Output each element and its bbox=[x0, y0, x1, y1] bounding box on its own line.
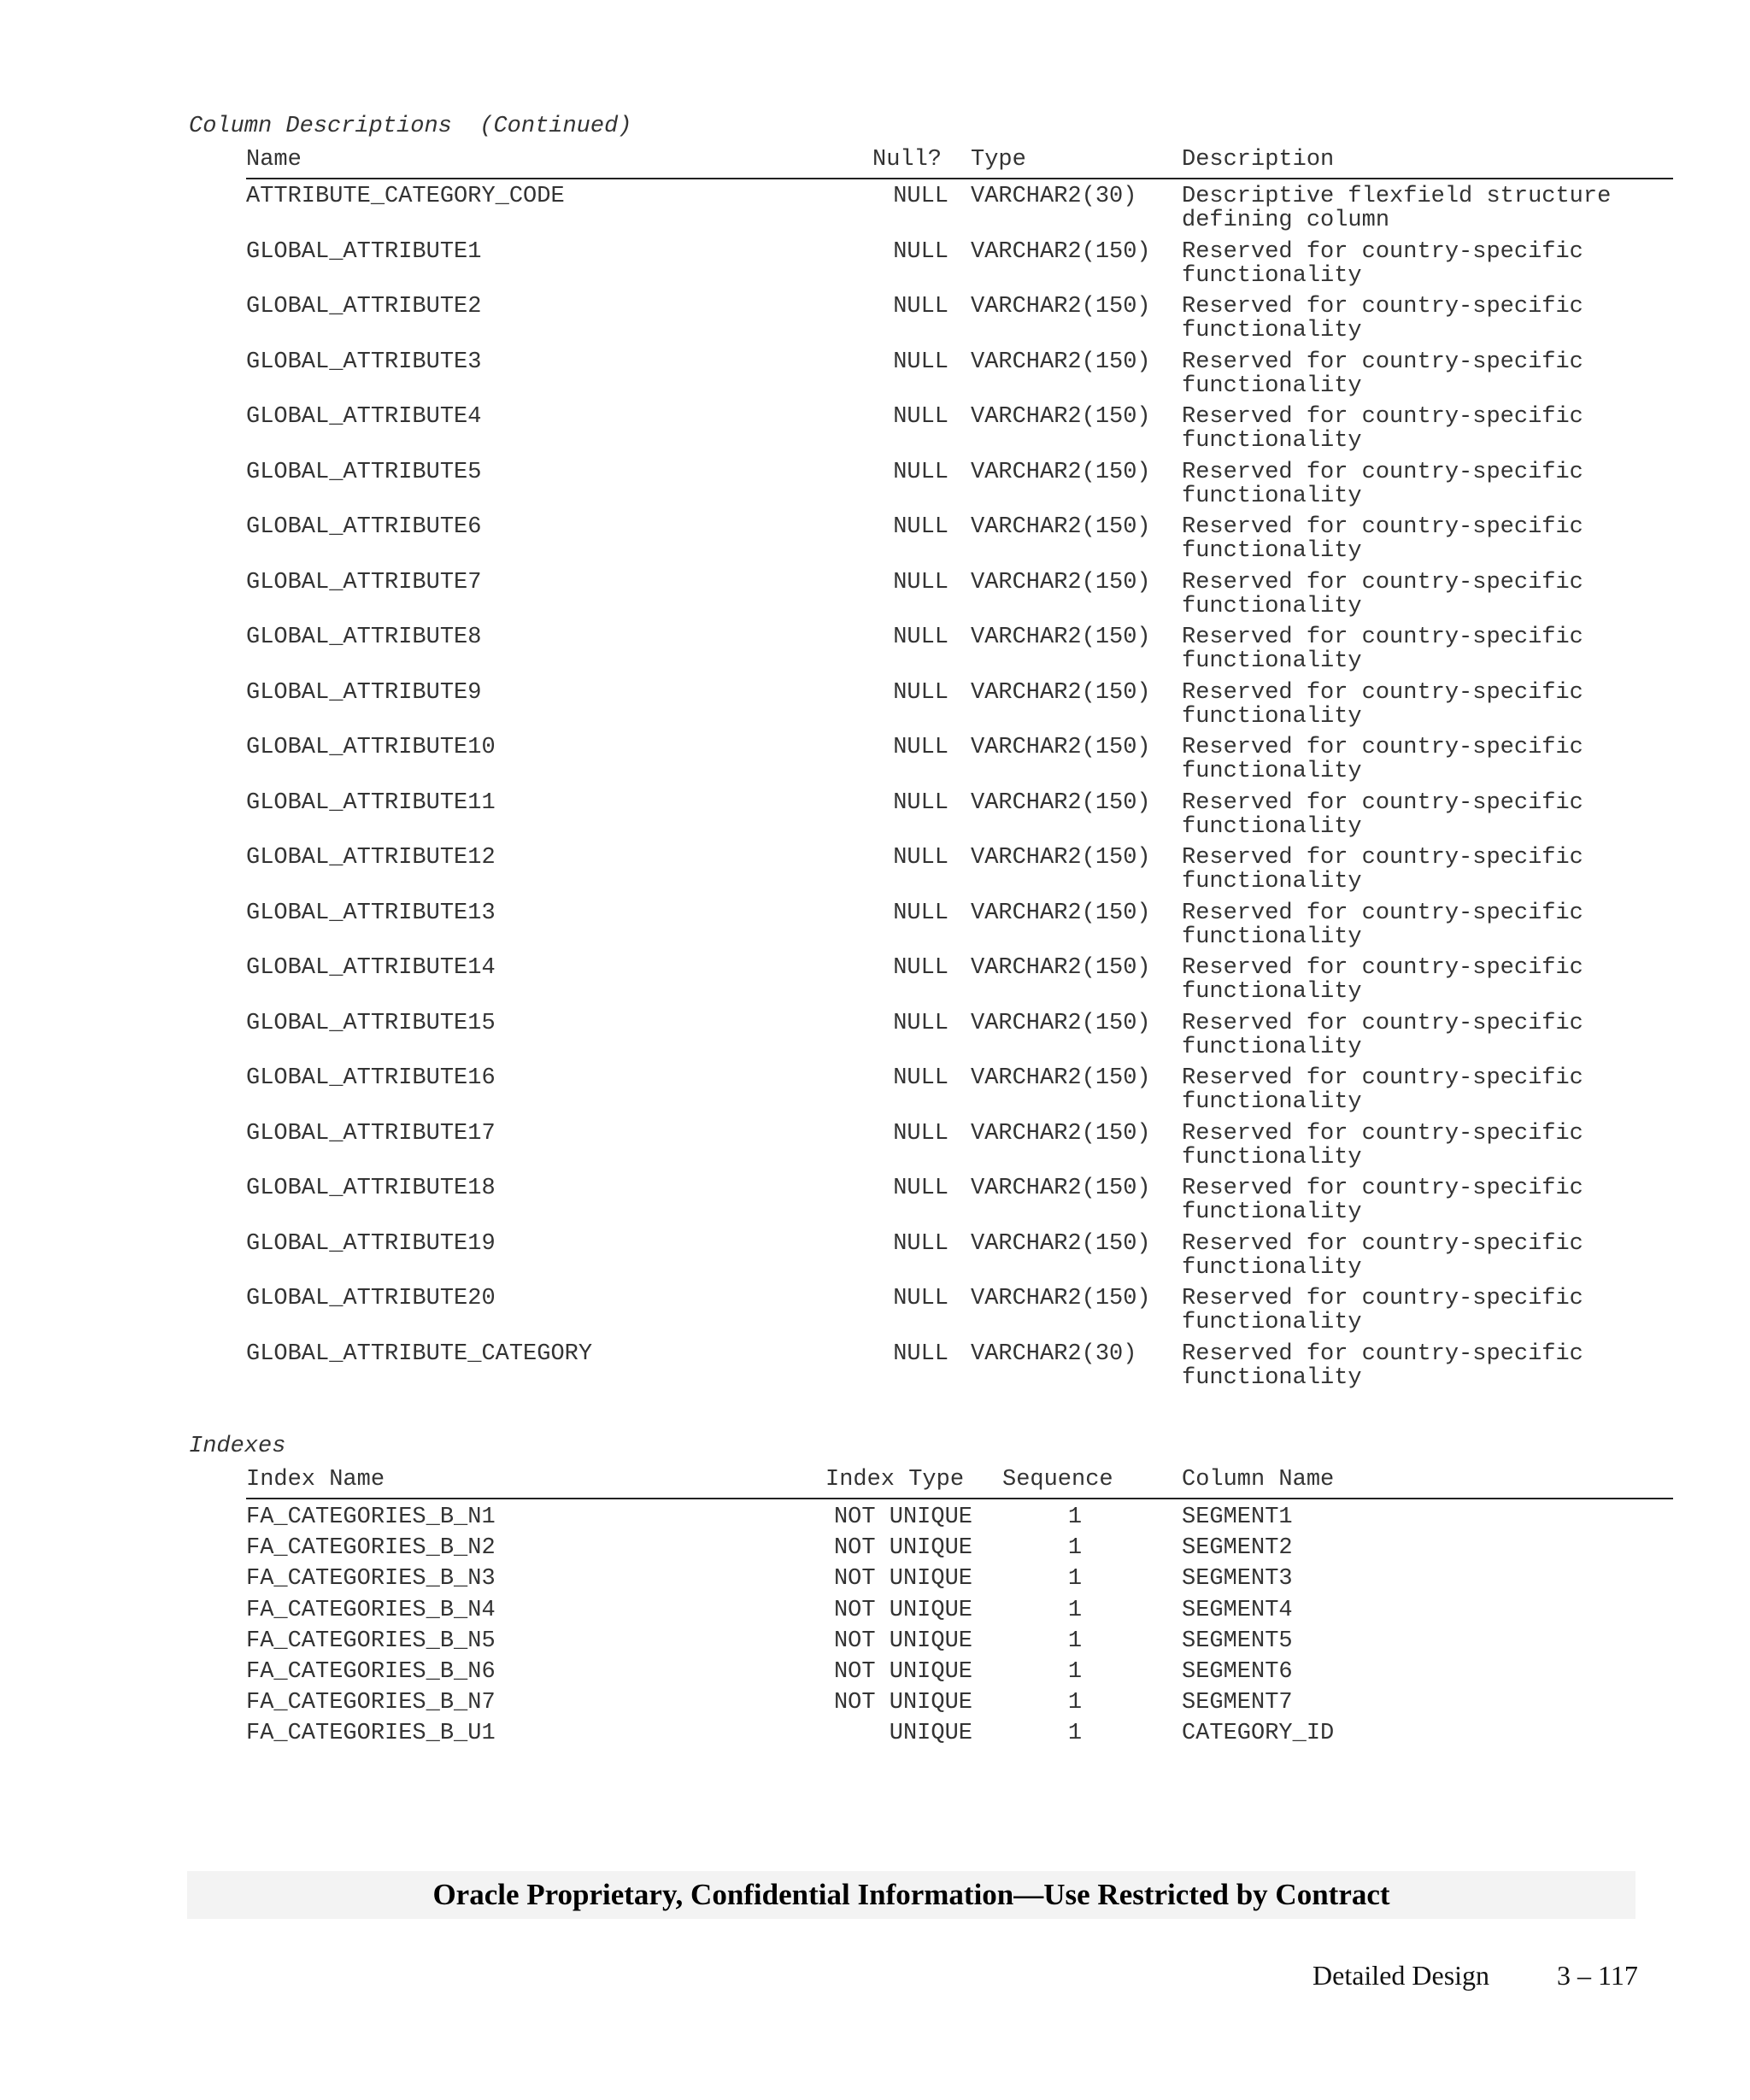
index-row bbox=[246, 1629, 1673, 1660]
header-null: Null? bbox=[872, 147, 943, 173]
header-index-type: Index Type bbox=[825, 1467, 965, 1493]
column-name-cell: GLOBAL_ATTRIBUTE20 bbox=[246, 1286, 496, 1311]
column-name-cell: GLOBAL_ATTRIBUTE12 bbox=[246, 845, 496, 871]
type-cell: VARCHAR2(150) bbox=[971, 569, 1151, 595]
index-name-cell: FA_CATEGORIES_B_N6 bbox=[246, 1658, 496, 1685]
null-cell: NULL bbox=[893, 955, 948, 981]
index-table-header bbox=[246, 1465, 1673, 1499]
type-cell: VARCHAR2(150) bbox=[971, 900, 1151, 926]
index-type-cell: NOT UNIQUE bbox=[833, 1535, 972, 1562]
type-cell: VARCHAR2(150) bbox=[971, 1065, 1151, 1091]
header-sequence: Sequence bbox=[1002, 1467, 1113, 1493]
type-cell: VARCHAR2(150) bbox=[971, 679, 1151, 706]
column-name-cell: GLOBAL_ATTRIBUTE5 bbox=[246, 459, 482, 485]
sequence-cell: 1 bbox=[1067, 1658, 1083, 1685]
footer-page-number: 3 – 117 bbox=[1557, 1960, 1638, 1991]
column-name-cell: GLOBAL_ATTRIBUTE4 bbox=[246, 404, 482, 430]
sequence-cell: 1 bbox=[1067, 1566, 1083, 1593]
index-column-cell: SEGMENT2 bbox=[1182, 1535, 1293, 1562]
null-cell: NULL bbox=[893, 1176, 948, 1201]
type-cell: VARCHAR2(150) bbox=[971, 735, 1151, 760]
description-cell: Reserved for country-specific functionality bbox=[1182, 404, 1583, 454]
column-name-cell: ATTRIBUTE_CATEGORY_CODE bbox=[246, 184, 565, 209]
type-cell: VARCHAR2(150) bbox=[971, 845, 1151, 871]
column-row bbox=[246, 460, 1673, 516]
type-cell: VARCHAR2(150) bbox=[971, 1230, 1151, 1257]
index-name-cell: FA_CATEGORIES_B_N1 bbox=[246, 1505, 496, 1530]
column-name-cell: GLOBAL_ATTRIBUTE15 bbox=[246, 1010, 496, 1036]
column-row bbox=[246, 1232, 1673, 1288]
column-name-cell: GLOBAL_ATTRIBUTE13 bbox=[246, 900, 496, 926]
index-row bbox=[246, 1505, 1673, 1536]
index-type-cell: NOT UNIQUE bbox=[833, 1628, 972, 1654]
column-row bbox=[246, 1342, 1673, 1398]
type-cell: VARCHAR2(150) bbox=[971, 514, 1151, 540]
index-row bbox=[246, 1660, 1673, 1691]
column-row bbox=[246, 1122, 1673, 1177]
column-row bbox=[246, 791, 1673, 847]
null-cell: NULL bbox=[893, 679, 948, 706]
null-cell: NULL bbox=[893, 1286, 948, 1311]
index-type-cell: NOT UNIQUE bbox=[833, 1658, 972, 1685]
null-cell: NULL bbox=[893, 1120, 948, 1147]
description-cell: Reserved for country-specific functionality bbox=[1182, 955, 1583, 1005]
column-name-cell: GLOBAL_ATTRIBUTE18 bbox=[246, 1176, 496, 1201]
sequence-cell: 1 bbox=[1067, 1597, 1083, 1623]
column-name-cell: GLOBAL_ATTRIBUTE3 bbox=[246, 349, 482, 375]
description-cell: Reserved for country-specific functionality bbox=[1182, 789, 1583, 840]
null-cell: NULL bbox=[893, 900, 948, 926]
column-row bbox=[246, 681, 1673, 736]
description-cell: Reserved for country-specific functionality bbox=[1182, 845, 1583, 895]
description-cell: Reserved for country-specific functionality bbox=[1182, 459, 1583, 509]
column-row bbox=[246, 515, 1673, 571]
column-name-cell: GLOBAL_ATTRIBUTE7 bbox=[246, 569, 482, 595]
index-column-cell: SEGMENT4 bbox=[1182, 1597, 1293, 1623]
column-name-cell: GLOBAL_ATTRIBUTE19 bbox=[246, 1230, 496, 1257]
column-row bbox=[246, 240, 1673, 296]
description-cell: Reserved for country-specific functionality bbox=[1182, 1176, 1583, 1225]
description-cell: Reserved for country-specific functionality bbox=[1182, 349, 1583, 399]
sequence-cell: 1 bbox=[1067, 1535, 1083, 1562]
index-name-cell: FA_CATEGORIES_B_N4 bbox=[246, 1597, 496, 1623]
index-name-cell: FA_CATEGORIES_B_N2 bbox=[246, 1535, 496, 1562]
description-cell: Reserved for country-specific functionality bbox=[1182, 1230, 1583, 1281]
column-row bbox=[246, 1066, 1673, 1122]
description-cell: Reserved for country-specific functionality bbox=[1182, 625, 1583, 674]
column-descriptions-table bbox=[246, 185, 1673, 1397]
column-row bbox=[246, 1012, 1673, 1067]
description-cell: Reserved for country-specific functionality bbox=[1182, 735, 1583, 784]
index-column-cell: SEGMENT3 bbox=[1182, 1566, 1293, 1593]
index-column-cell: SEGMENT7 bbox=[1182, 1690, 1293, 1716]
column-name-cell: GLOBAL_ATTRIBUTE1 bbox=[246, 238, 482, 265]
description-cell: Reserved for country-specific functionality bbox=[1182, 1010, 1583, 1060]
type-cell: VARCHAR2(150) bbox=[971, 349, 1151, 375]
header-type: Type bbox=[971, 147, 1026, 173]
description-cell: Reserved for country-specific functionality bbox=[1182, 1286, 1583, 1335]
type-cell: VARCHAR2(150) bbox=[971, 955, 1151, 981]
header-index-name: Index Name bbox=[246, 1467, 385, 1493]
type-cell: VARCHAR2(150) bbox=[971, 404, 1151, 430]
column-name-cell: GLOBAL_ATTRIBUTE2 bbox=[246, 294, 482, 320]
header-description: Description bbox=[1182, 147, 1335, 173]
description-cell: Reserved for country-specific functionality bbox=[1182, 569, 1583, 619]
index-row bbox=[246, 1598, 1673, 1629]
column-row bbox=[246, 185, 1673, 240]
description-cell: Reserved for country-specific functionality bbox=[1182, 514, 1583, 564]
null-cell: NULL bbox=[893, 625, 948, 650]
sequence-cell: 1 bbox=[1067, 1505, 1083, 1530]
null-cell: NULL bbox=[893, 238, 948, 265]
indexes-heading: Indexes bbox=[189, 1434, 286, 1459]
null-cell: NULL bbox=[893, 1010, 948, 1036]
null-cell: NULL bbox=[893, 735, 948, 760]
null-cell: NULL bbox=[893, 514, 948, 540]
index-type-cell: NOT UNIQUE bbox=[833, 1505, 972, 1530]
column-name-cell: GLOBAL_ATTRIBUTE10 bbox=[246, 735, 496, 760]
sequence-cell: 1 bbox=[1067, 1628, 1083, 1654]
index-name-cell: FA_CATEGORIES_B_N5 bbox=[246, 1628, 496, 1654]
null-cell: NULL bbox=[893, 569, 948, 595]
null-cell: NULL bbox=[893, 789, 948, 816]
index-type-cell: NOT UNIQUE bbox=[833, 1566, 972, 1593]
index-type-cell: UNIQUE bbox=[889, 1721, 972, 1747]
column-name-cell: GLOBAL_ATTRIBUTE8 bbox=[246, 625, 482, 650]
description-cell: Reserved for country-specific functionality bbox=[1182, 679, 1583, 730]
column-row bbox=[246, 405, 1673, 460]
confidential-banner: Oracle Proprietary, Confidential Information––Use Restricted by Contract bbox=[187, 1871, 1635, 1919]
description-cell: Reserved for country-specific functionality bbox=[1182, 1120, 1583, 1170]
null-cell: NULL bbox=[893, 459, 948, 485]
column-descriptions-heading: Column Descriptions (Continued) bbox=[189, 114, 632, 139]
type-cell: VARCHAR2(30) bbox=[971, 184, 1137, 209]
type-cell: VARCHAR2(150) bbox=[971, 1120, 1151, 1147]
index-column-cell: SEGMENT1 bbox=[1182, 1505, 1293, 1530]
column-row bbox=[246, 571, 1673, 626]
type-cell: VARCHAR2(150) bbox=[971, 789, 1151, 816]
index-name-cell: FA_CATEGORIES_B_N3 bbox=[246, 1566, 496, 1593]
type-cell: VARCHAR2(150) bbox=[971, 1176, 1151, 1201]
type-cell: VARCHAR2(150) bbox=[971, 459, 1151, 485]
header-name: Name bbox=[246, 147, 302, 173]
type-cell: VARCHAR2(150) bbox=[971, 625, 1151, 650]
index-row bbox=[246, 1722, 1673, 1752]
column-row bbox=[246, 956, 1673, 1012]
column-table-header bbox=[246, 145, 1673, 179]
column-row bbox=[246, 736, 1673, 791]
index-column-cell: SEGMENT5 bbox=[1182, 1628, 1293, 1654]
column-row bbox=[246, 350, 1673, 406]
type-cell: VARCHAR2(150) bbox=[971, 1286, 1151, 1311]
column-name-cell: GLOBAL_ATTRIBUTE14 bbox=[246, 955, 496, 981]
index-type-cell: NOT UNIQUE bbox=[833, 1690, 972, 1716]
description-cell: Descriptive flexfield structure defining column bbox=[1182, 184, 1612, 233]
type-cell: VARCHAR2(150) bbox=[971, 1010, 1151, 1036]
index-name-cell: FA_CATEGORIES_B_U1 bbox=[246, 1721, 496, 1747]
description-cell: Reserved for country-specific functionality bbox=[1182, 1340, 1583, 1391]
column-row bbox=[246, 901, 1673, 957]
column-row bbox=[246, 625, 1673, 681]
null-cell: NULL bbox=[893, 1230, 948, 1257]
null-cell: NULL bbox=[893, 349, 948, 375]
null-cell: NULL bbox=[893, 294, 948, 320]
description-cell: Reserved for country-specific functionality bbox=[1182, 900, 1583, 950]
column-name-cell: GLOBAL_ATTRIBUTE9 bbox=[246, 679, 482, 706]
index-name-cell: FA_CATEGORIES_B_N7 bbox=[246, 1690, 496, 1716]
column-name-cell: GLOBAL_ATTRIBUTE_CATEGORY bbox=[246, 1340, 593, 1367]
column-row bbox=[246, 846, 1673, 901]
description-cell: Reserved for country-specific functionality bbox=[1182, 238, 1583, 289]
indexes-table bbox=[246, 1505, 1673, 1753]
column-name-cell: GLOBAL_ATTRIBUTE11 bbox=[246, 789, 496, 816]
index-row bbox=[246, 1536, 1673, 1567]
null-cell: NULL bbox=[893, 1065, 948, 1091]
column-row bbox=[246, 1287, 1673, 1342]
footer-section-title: Detailed Design bbox=[1312, 1960, 1490, 1991]
header-column-name: Column Name bbox=[1182, 1467, 1335, 1493]
type-cell: VARCHAR2(30) bbox=[971, 1340, 1137, 1367]
null-cell: NULL bbox=[893, 1340, 948, 1367]
index-type-cell: NOT UNIQUE bbox=[833, 1597, 972, 1623]
column-name-cell: GLOBAL_ATTRIBUTE6 bbox=[246, 514, 482, 540]
type-cell: VARCHAR2(150) bbox=[971, 238, 1151, 265]
column-name-cell: GLOBAL_ATTRIBUTE17 bbox=[246, 1120, 496, 1147]
column-name-cell: GLOBAL_ATTRIBUTE16 bbox=[246, 1065, 496, 1091]
column-row bbox=[246, 1176, 1673, 1232]
index-column-cell: SEGMENT6 bbox=[1182, 1658, 1293, 1685]
column-row bbox=[246, 295, 1673, 350]
index-column-cell: CATEGORY_ID bbox=[1182, 1721, 1335, 1747]
null-cell: NULL bbox=[893, 845, 948, 871]
description-cell: Reserved for country-specific functionality bbox=[1182, 294, 1583, 343]
sequence-cell: 1 bbox=[1067, 1721, 1083, 1747]
description-cell: Reserved for country-specific functionality bbox=[1182, 1065, 1583, 1115]
sequence-cell: 1 bbox=[1067, 1690, 1083, 1716]
null-cell: NULL bbox=[893, 404, 948, 430]
null-cell: NULL bbox=[893, 184, 948, 209]
index-row bbox=[246, 1691, 1673, 1722]
index-row bbox=[246, 1567, 1673, 1598]
type-cell: VARCHAR2(150) bbox=[971, 294, 1151, 320]
